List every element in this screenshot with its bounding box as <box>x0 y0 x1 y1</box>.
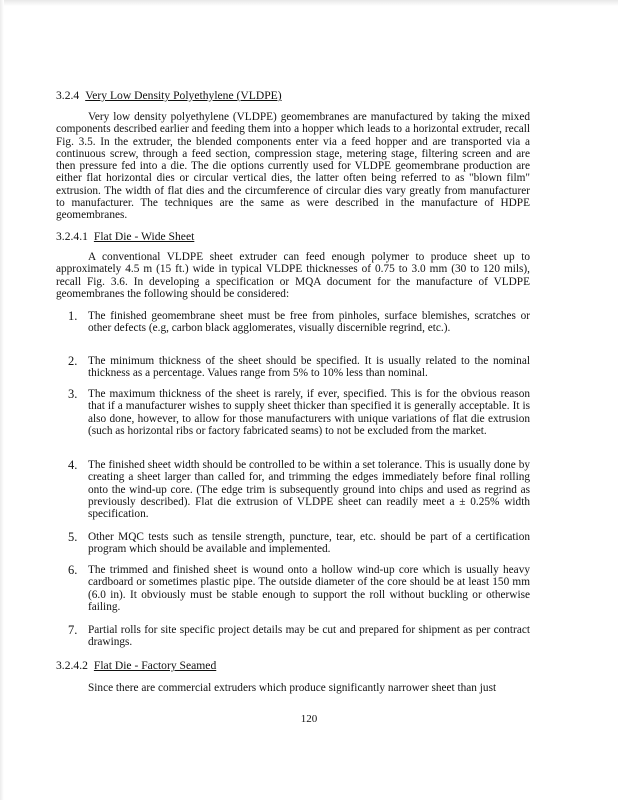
section-number: 3.2.4 <box>56 89 80 102</box>
section-paragraph-3-2-4-1 <box>56 251 530 300</box>
list-item-number: 3. <box>68 387 78 401</box>
list-item-number: 6. <box>68 563 78 577</box>
paragraph-text: A conventional VLDPE sheet extruder can feed enough polymer to produce sheet up to approximately 4.5 m (15 ft.) wide in typical VLDPE thicknesses of 0.75 to 3.0 mm (30 to 120 mils), recall Fig. 3.6. In developing a specification or MQA document for the manufacture of VLDPE geomembranes the following should be considered: <box>56 251 530 300</box>
section-heading-3-2-4-2 <box>56 659 216 672</box>
list-item-number: 5. <box>68 530 78 544</box>
list-item-number: 7. <box>68 623 78 637</box>
list-item-5 <box>68 530 530 556</box>
scan-edge-left <box>0 0 4 800</box>
section-number: 3.2.4.2 <box>56 659 88 672</box>
section-paragraph-3-2-4-2 <box>56 682 530 694</box>
section-heading-3-2-4 <box>56 89 282 102</box>
section-title: Flat Die - Factory Seamed <box>93 659 217 672</box>
list-item-number: 4. <box>68 458 78 472</box>
list-item-text: The finished sheet width should be controlled to be within a set tolerance. This is usually done by creating a sheet larger than called for, and trimming the edges immediately before final rolling onto the wind-up core. (The edge trim is subsequently ground into chips and used as regrind as previously described). Flat die extrusion of VLDPE sheet can readily meet a ± 0.25% width specification. <box>88 459 530 521</box>
list-item-6 <box>68 563 530 613</box>
list-item-text: The minimum thickness of the sheet should be specified. It is usually related to the nominal thickness as a percentage. Values range from 5% to 10% less than nominal. <box>88 355 530 380</box>
list-item-text: The maximum thickness of the sheet is rarely, if ever, specified. This is for the obvious reason that if a manufacturer wishes to supply sheet thicker than specified it is generally acceptable. It is also done, however, to allow for those manufacturers with unique variations of flat die extrusion (such as horizontal ribs or factory fabricated seams) to not be excluded from the market. <box>88 388 530 437</box>
list-item-2 <box>68 354 530 380</box>
list-item-text: The trimmed and finished sheet is wound onto a hollow wind-up core which is usually heavy cardboard or sometimes plastic pipe. The outside diameter of the core should be at least 150 mm (6.0 in). It obviously must be stable enough to support the roll without buckling or otherwise failing. <box>88 564 530 613</box>
list-item-1 <box>68 309 530 335</box>
list-item-text: The finished geomembrane sheet must be free from pinholes, surface blemishes, scratches or other defects (e.g, carbon black agglomerates, visually discernible regrind, etc.). <box>88 310 530 335</box>
section-title: Very Low Density Polyethylene (VLDPE) <box>85 89 282 102</box>
paragraph-text: Very low density polyethylene (VLDPE) geomembranes are manufactured by taking the mixed components described earlier and feeding them into a hopper which leads to a horizontal extruder, recall Fig. 3.5. In the extruder, the blended components enter via a feed hopper and are transported via a continuous screw, through a feed section, compression stage, metering stage, filtering screen and are then pressure fed into a die. The die options currently used for VLDPE geomembrane production are either flat horizontal dies or circular vertical dies, the latter often being referred to as "blown film" extrusion. The width of flat dies and the circumference of circular dies vary greatly from manufacturer to manufacturer. The techniques are the same as were described in the manufacture of HDPE geomembranes. <box>56 111 530 221</box>
list-item-7 <box>68 623 530 649</box>
list-item-4 <box>68 458 530 521</box>
scan-edge-top <box>0 0 618 6</box>
section-title: Flat Die - Wide Sheet <box>93 230 195 243</box>
list-item-3 <box>68 387 530 437</box>
list-item-number: 1. <box>68 309 78 323</box>
list-item-text: Other MQC tests such as tensile strength, puncture, tear, etc. should be part of a certification program which should be available and implemented. <box>88 531 530 556</box>
section-number: 3.2.4.1 <box>56 230 88 243</box>
paragraph-text: Since there are commercial extruders which produce significantly narrower sheet than just <box>88 682 497 694</box>
page-number: 120 <box>300 713 318 725</box>
list-item-text: Partial rolls for site specific project details may be cut and prepared for shipment as per contract drawings. <box>88 624 530 649</box>
section-heading-3-2-4-1 <box>56 230 194 243</box>
list-item-number: 2. <box>68 354 78 368</box>
section-paragraph-3-2-4 <box>56 111 530 221</box>
